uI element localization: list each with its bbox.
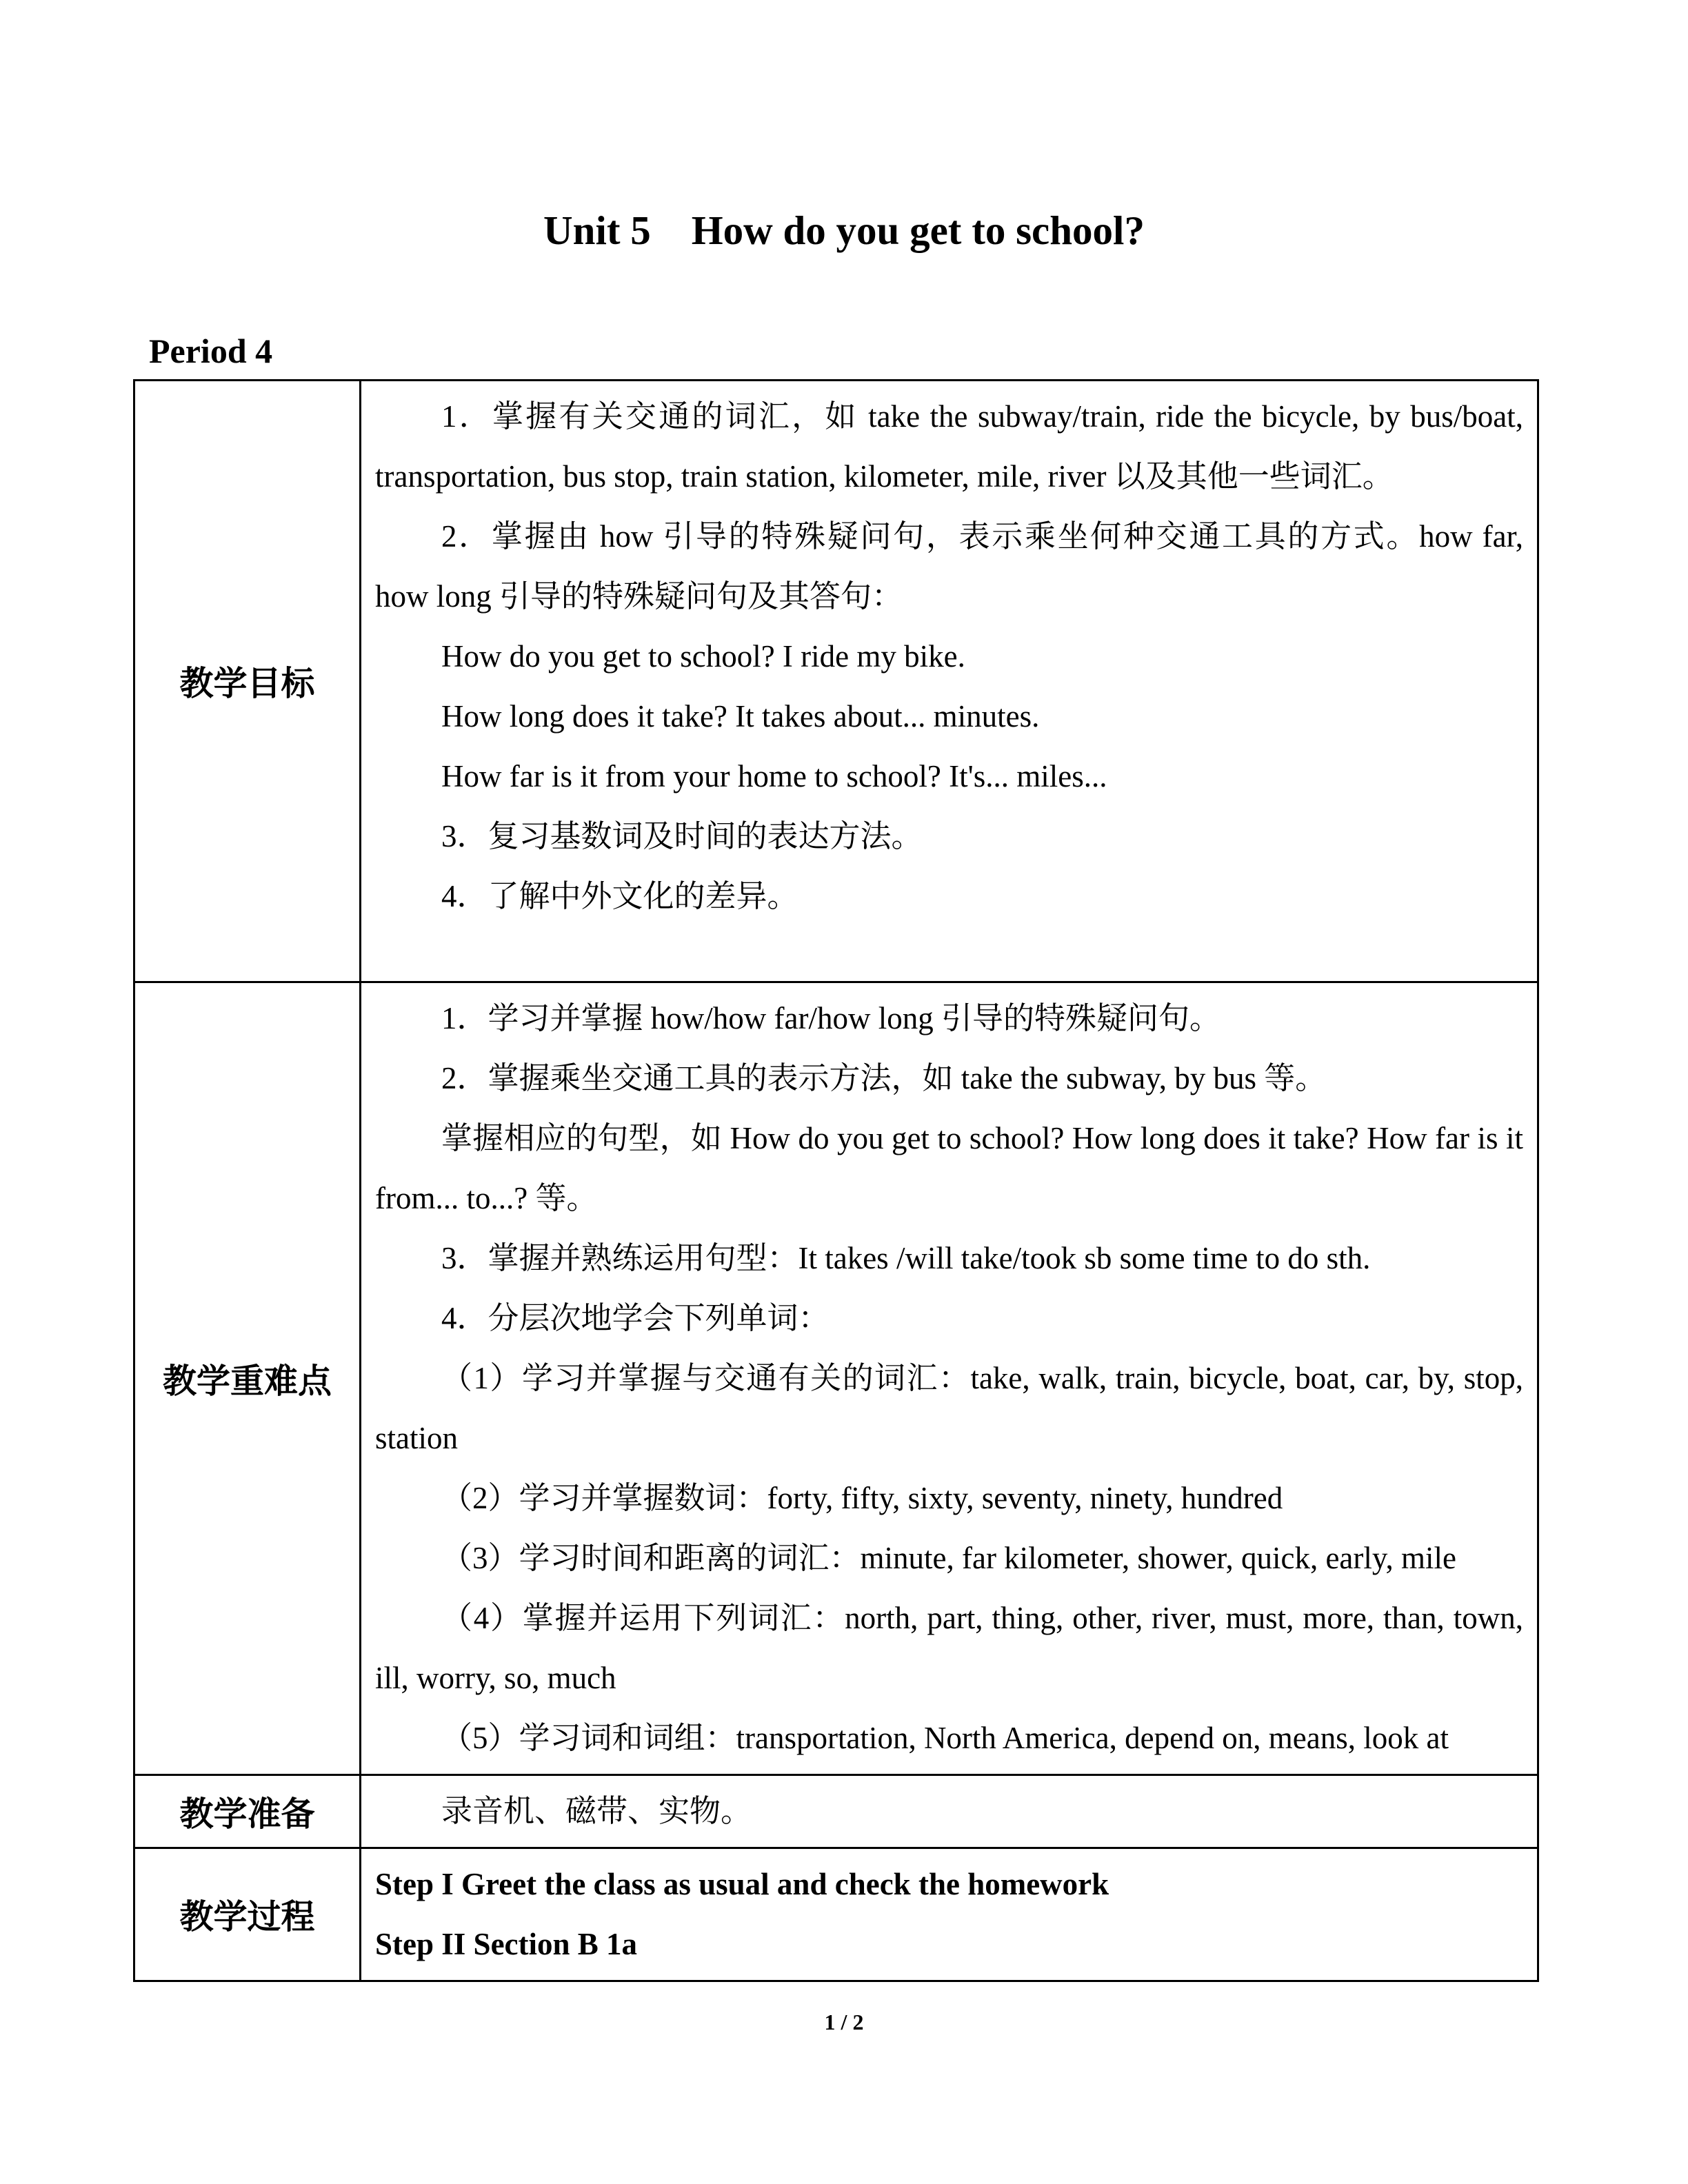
process-step: Step II Section B 1a (375, 1927, 638, 1961)
objective-example: How long does it take? It takes about... minutes. (441, 699, 1040, 734)
key-point-item: 3．掌握并熟练运用句型：It takes /will take/took sb some time to do sth. (441, 1241, 1371, 1275)
objectives-content (361, 381, 1538, 982)
key-point-subitem: （2）学习并掌握数词：forty, fifty, sixty, seventy, ninety, hundred (441, 1481, 1283, 1515)
key-point-item: 1．学习并掌握 how/how far/how long 引导的特殊疑问句。 (441, 1001, 1220, 1035)
key-point-item: 2．掌握乘坐交通工具的表示方法，如 take the subway, by bus 等。 (441, 1061, 1327, 1095)
key-points-content (361, 982, 1538, 1775)
key-point-item: 4．分层次地学会下列单词： (441, 1301, 830, 1335)
process-row (134, 1848, 1538, 1981)
process-label: 教学过程 (134, 1848, 361, 1981)
objective-item: 4．了解中外文化的差异。 (441, 879, 798, 913)
objective-example: How do you get to school? I ride my bike. (441, 639, 965, 674)
lesson-plan-table (133, 379, 1539, 1982)
key-point-subitem: （5）学习词和词组：transportation, North America, depend on, means, look at (441, 1721, 1449, 1755)
objective-item: 1．掌握有关交通的词汇，如 take the subway/train, ride the bicycle, by bus/boat, transportation, bus stop, train station, kilometer, mile, river 以及其他一些词汇。 (375, 399, 1523, 494)
objectives-label: 教学目标 (134, 381, 361, 982)
key-points-row (134, 982, 1538, 1775)
key-point-subitem: （4）掌握并运用下列词汇：north, part, thing, other, river, must, more, than, town, ill, worry, so, much (375, 1601, 1523, 1695)
process-content (361, 1848, 1538, 1981)
objective-item: 3．复习基数词及时间的表达方法。 (441, 819, 923, 853)
document-title: Unit 5 How do you get to school? (543, 208, 1145, 253)
key-points-label: 教学重难点 (134, 982, 361, 1775)
preparation-text: 录音机、磁带、实物。 (441, 1794, 752, 1828)
period-heading: Period 4 (149, 332, 273, 370)
preparation-content (361, 1775, 1538, 1848)
key-point-item: 掌握相应的句型，如 How do you get to school? How long does it take? How far is it from... to...? 等。 (375, 1121, 1523, 1215)
page-number: 1 / 2 (824, 2010, 864, 2034)
key-point-subitem: （1）学习并掌握与交通有关的词汇：take, walk, train, bicycle, boat, car, by, stop, station (375, 1361, 1523, 1455)
key-point-subitem: （3）学习时间和距离的词汇：minute, far kilometer, shower, quick, early, mile (441, 1541, 1456, 1575)
objective-item: 2．掌握由 how 引导的特殊疑问句，表示乘坐何种交通工具的方式。how far, how long 引导的特殊疑问句及其答句： (375, 519, 1523, 614)
preparation-row (134, 1775, 1538, 1848)
objective-example: How far is it from your home to school? It's... miles... (441, 759, 1107, 793)
objectives-row (134, 381, 1538, 982)
process-step: Step I Greet the class as usual and check the homework (375, 1867, 1109, 1901)
preparation-label: 教学准备 (134, 1775, 361, 1848)
